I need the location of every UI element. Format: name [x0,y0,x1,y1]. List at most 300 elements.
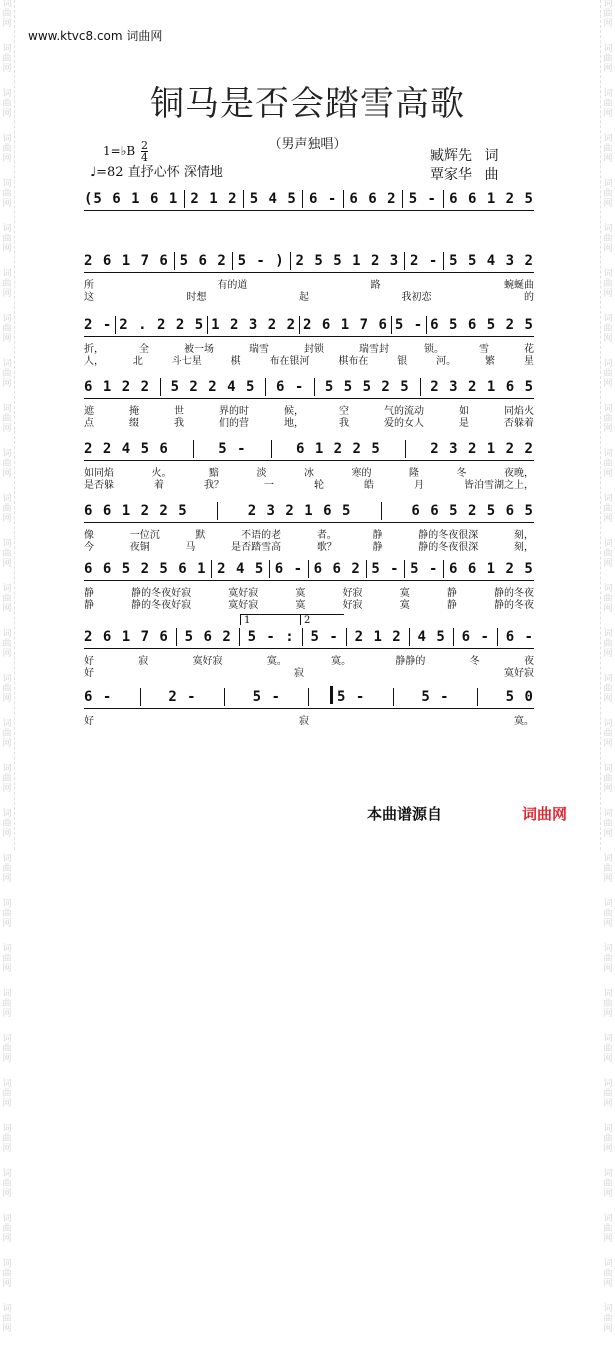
measure: 4 5 [417,629,446,645]
credits [430,147,498,185]
lyric-syllable: 皓 [364,480,374,491]
beam-line [84,580,534,581]
composer-role: 曲 [484,167,499,183]
composer-line [430,166,498,185]
lyric-syllable: 好 [84,716,94,727]
lyric-syllable: 所 [84,280,94,291]
barline [211,560,212,578]
lyric-syllable: 歌？ [316,542,337,553]
lyric-syllable: 斗七星 [171,356,202,367]
measure: 6 - [461,629,490,645]
footer-source: 本曲谱源自 [367,805,443,823]
measure: 2 2 4 5 6 [84,441,169,457]
lyric-syllable: 马 [185,542,196,553]
watermark-gap [0,1290,14,1304]
watermark-glyph: 曲 [2,369,12,379]
measure: 5 6 2 [179,253,227,269]
watermark-gap [601,795,615,809]
watermark-glyph: 网 [2,1144,12,1154]
lyric-line [84,596,534,609]
lyric-syllable: 寒的 [351,468,372,479]
lyric-syllable: 一 [264,480,274,491]
watermark-glyph: 词 [603,1214,613,1224]
watermark-glyph: 网 [603,109,613,119]
watermark-glyph: 网 [2,109,12,119]
measure: 6 6 2 [349,191,397,207]
lyricist-line [430,147,498,166]
measure: 5 - : [247,629,295,645]
measure: 2 5 5 1 2 3 [295,253,400,269]
lyric-syllable: 如 [459,406,469,417]
watermark-gap [0,525,14,539]
watermark-glyph: 词 [603,1034,613,1044]
notation-line [84,560,534,578]
watermark-glyph: 曲 [2,729,12,739]
barline [409,628,410,646]
measure: 5 - [371,561,400,577]
watermark-glyph: 曲 [603,954,613,964]
lyric-syllable: 这 [84,292,94,303]
lyric-syllable: 者。 [316,530,337,541]
measure: 2 3 2 1 6 5 [430,379,534,395]
measure: 6 - [84,689,113,705]
barline [243,190,244,208]
volta-first [240,614,304,625]
watermark-glyph: 词 [603,1259,613,1269]
measure: 6 - [308,191,338,207]
watermark-glyph: 网 [2,1234,12,1244]
watermark-glyph: 网 [2,199,12,209]
barline [239,628,240,646]
lyric-syllable: 像 [84,530,94,541]
measure: 6 5 6 5 2 5 [430,317,534,333]
watermark-glyph: 曲 [2,234,12,244]
lyric-syllable: 黯 [209,468,219,479]
lyric-syllable: 世 [174,406,184,417]
watermark-glyph: 网 [603,559,613,569]
watermark-gap [0,210,14,224]
barline [404,252,405,270]
lyric-syllable: 静 [446,600,457,611]
watermark-glyph: 曲 [2,1179,12,1189]
lyric-syllable: 锁。 [424,344,444,355]
watermark-glyph: 网 [603,1054,613,1064]
watermark-glyph: 曲 [603,369,613,379]
song-title: 铜马是否会踏雪高歌 [150,84,465,124]
watermark-glyph: 词 [2,179,12,189]
lyric-syllable: 寞 [399,588,410,599]
watermark-glyph: 曲 [2,909,12,919]
lyric-syllable: 寂 [138,656,149,667]
watermark-glyph: 网 [603,154,613,164]
watermark-glyph: 词 [2,0,12,9]
watermark-glyph: 词 [2,89,12,99]
measure: 6 - [274,561,304,577]
watermark-glyph: 曲 [603,9,613,19]
lyric-syllable: 静 [372,542,383,553]
measure: 6 6 1 2 2 5 [84,503,188,519]
watermark-gap [601,345,615,359]
watermark-glyph: 网 [2,1099,12,1109]
lyric-syllable: 封锁 [304,344,324,355]
watermark-gap [0,885,14,899]
lyric-syllable: 夜 [523,656,534,667]
measure: 6 1 2 2 5 [295,441,381,457]
beam-line [84,460,534,461]
watermark-glyph: 词 [2,1304,12,1314]
lyricist-role: 词 [484,148,499,164]
lyric-syllable: 爱的女人 [384,418,424,429]
lyric-syllable: 我 [174,418,184,429]
watermark-glyph: 词 [2,674,12,684]
score-row [84,378,534,429]
watermark-glyph: 网 [603,964,613,974]
lyric-syllable: 火。 [151,468,172,479]
watermark-glyph: 网 [603,874,613,884]
score-row [84,502,534,553]
watermark-gap [601,975,615,989]
watermark-glyph: 词 [603,899,613,909]
measure: 5 - [394,317,424,333]
notation-line [84,688,534,706]
barline [443,252,444,270]
measure: 2 6 1 7 6 [84,253,169,269]
watermark-glyph: 网 [2,649,12,659]
watermark-glyph: 词 [603,179,613,189]
watermark-gap [0,435,14,449]
watermark-glyph: 词 [2,404,12,414]
barline [308,688,309,706]
barline [299,316,300,334]
watermark-glyph: 网 [2,829,12,839]
beam-line [84,336,534,337]
watermark-gap [601,705,615,719]
watermark-glyph: 网 [603,199,613,209]
measure: 6 6 1 2 5 [449,191,534,207]
lyric-syllable: 寞 [295,600,306,611]
watermark-gap [0,480,14,494]
measure: 6 1 2 2 [84,379,151,395]
lyric-syllable: 有的道 [217,280,248,291]
lyric-syllable: 隆 [409,468,419,479]
watermark-glyph: 网 [2,1189,12,1199]
barline [391,316,392,334]
watermark-glyph: 网 [2,874,12,884]
watermark-glyph: 词 [2,1259,12,1269]
lyric-syllable: 瑞雪 [249,344,269,355]
measure: 6 6 5 2 5 6 1 [84,561,207,577]
watermark-glyph: 网 [2,514,12,524]
watermark-glyph: 曲 [2,549,12,559]
lyric-syllable: 刻， [513,530,534,541]
measure: 2 3 2 1 6 5 [247,503,352,519]
lyric-syllable: 缀 [129,418,139,429]
watermark-glyph: 网 [2,694,12,704]
notation-line [84,440,534,458]
lyric-syllable: 花 [524,344,534,355]
measure: (5 6 1 6 1 [84,191,179,207]
watermark-glyph: 网 [2,379,12,389]
barline [381,502,382,520]
beam-line [84,522,534,523]
watermark-glyph: 词 [2,854,12,864]
watermark-glyph: 曲 [603,864,613,874]
watermark-gap [0,570,14,584]
barline [265,378,266,396]
lyric-syllable: 好寂 [342,600,363,611]
tempo-marking: ♩=82 直抒心怀 深情地 [90,165,223,180]
measure: 2 3 2 1 2 2 [430,441,534,457]
watermark-glyph: 网 [2,1009,12,1019]
lyric-syllable: 寂 [294,668,304,679]
composer-name: 覃家华 [430,167,472,183]
watermark-glyph: 曲 [603,774,613,784]
watermark-gap [601,30,615,44]
time-signature [141,140,148,163]
watermark-glyph: 网 [2,244,12,254]
watermark-glyph: 网 [603,289,613,299]
watermark-gap [0,840,14,854]
watermark-glyph: 曲 [603,999,613,1009]
lyric-syllable: 起 [299,292,309,303]
watermark-glyph: 词 [2,1034,12,1044]
lyric-syllable: 寞好寂 [228,600,259,611]
watermark-glyph: 词 [2,1169,12,1179]
lyric-syllable: 冬 [469,656,480,667]
lyric-syllable: 今 [84,542,94,553]
barline [497,628,498,646]
watermark-glyph: 曲 [603,594,613,604]
lyric-line [84,712,534,725]
watermark-glyph: 曲 [603,684,613,694]
watermark-glyph: 词 [2,134,12,144]
watermark-gap [601,570,615,584]
barline [420,378,421,396]
barline [477,688,478,706]
lyric-syllable: 寞。 [514,716,534,727]
lyric-syllable: 的 [524,292,534,303]
watermark-glyph: 词 [2,224,12,234]
measure: 5 5 4 3 2 [449,253,534,269]
lyric-syllable: 寂 [299,716,309,727]
watermark-glyph: 词 [2,269,12,279]
watermark-glyph: 词 [603,494,613,504]
lyric-syllable: 布在银河 [269,356,310,367]
barline [224,688,225,706]
measure: 2 . 2 2 5 [119,317,205,333]
watermark-glyph: 词 [603,89,613,99]
barline [443,190,444,208]
watermark-glyph: 网 [2,1324,12,1334]
watermark-gap [0,1065,14,1079]
lyric-line [84,414,534,427]
watermark-glyph: 网 [603,604,613,614]
barline [115,316,116,334]
barline [404,560,405,578]
lyric-syllable: 界的时 [219,406,249,417]
watermark-gap [601,660,615,674]
lyric-syllable: 路 [370,280,381,291]
lyric-line [84,352,534,365]
watermark-glyph: 词 [2,584,12,594]
watermark-glyph: 词 [603,224,613,234]
footer-brand[interactable]: 词曲网 [522,805,568,823]
measure: 5 6 2 [184,629,232,645]
watermark-glyph: 词 [2,1079,12,1089]
watermark-glyph: 曲 [603,414,613,424]
measure: 5 - [408,191,437,207]
watermark-gap [601,165,615,179]
barline [207,316,208,334]
watermark-glyph: 曲 [603,1044,613,1054]
beam-line [84,398,534,399]
watermark-glyph: 词 [2,359,12,369]
watermark-gap [601,1065,615,1079]
lyric-syllable: 静的冬夜好寂 [131,588,192,599]
lyric-syllable: 是否躲 [84,480,114,491]
lyric-syllable: 同焰火 [504,406,534,417]
watermark-glyph: 词 [2,494,12,504]
barline [271,440,272,458]
watermark-glyph: 网 [2,424,12,434]
notation-line [84,378,534,396]
barline [174,252,175,270]
lyric-syllable: 月 [414,480,424,491]
watermark-glyph: 曲 [603,144,613,154]
barline [405,440,406,458]
measure: 2 6 1 7 6 [84,629,169,645]
watermark-glyph: 词 [603,269,613,279]
score-row [84,688,534,732]
watermark-glyph: 网 [603,244,613,254]
watermark-glyph: 曲 [2,54,12,64]
watermark-glyph: 网 [2,334,12,344]
lyric-syllable: 我？ [204,480,224,491]
lyric-syllable: 淡 [256,468,267,479]
watermark-gap [0,975,14,989]
watermark-glyph: 曲 [603,1134,613,1144]
lyric-syllable: 皆泊雪湖之上， [464,480,534,491]
barline [193,440,194,458]
watermark-glyph: 词 [603,44,613,54]
watermark-glyph: 曲 [603,279,613,289]
measure: 6 6 5 2 5 6 5 [411,503,534,519]
lyric-syllable: 候， [284,406,304,417]
time-top: 2 [141,139,148,152]
lyric-syllable: 静静的 [395,656,426,667]
watermark-gap [601,435,615,449]
watermark-gap [0,390,14,404]
site-header[interactable]: www.ktvc8.com 词曲网 [28,29,163,43]
watermark-gap [0,345,14,359]
watermark-glyph: 网 [603,1324,613,1334]
watermark-glyph: 词 [603,809,613,819]
watermark-gap [0,30,14,44]
lyric-syllable: 繁 [485,356,495,367]
measure: 2 4 5 [217,561,265,577]
watermark-glyph: 词 [2,1214,12,1224]
watermark-glyph: 曲 [603,54,613,64]
watermark-gap [0,615,14,629]
lyric-syllable: 遮 [84,406,94,417]
watermark-glyph: 词 [603,944,613,954]
watermark-glyph: 词 [603,764,613,774]
lyric-syllable: 轮 [314,480,324,491]
watermark-glyph: 曲 [2,99,12,109]
watermark-glyph: 网 [2,154,12,164]
watermark-gap [0,660,14,674]
watermark-glyph: 曲 [2,9,12,19]
watermark-glyph: 曲 [2,324,12,334]
lyric-syllable: 刻， [513,542,534,553]
watermark-glyph: 曲 [2,864,12,874]
final-barline [330,686,333,704]
watermark-glyph: 曲 [603,1179,613,1189]
barline [308,560,309,578]
volta-second [300,614,344,625]
lyric-syllable: 好寂 [342,588,363,599]
lyric-line [84,476,534,489]
key-signature [103,140,148,163]
lyric-syllable: 是否踏雪高 [231,542,282,553]
watermark-glyph: 曲 [603,1314,613,1324]
watermark-glyph: 词 [603,1304,613,1314]
lyric-syllable: 静 [446,588,457,599]
watermark-glyph: 网 [2,559,12,569]
measure: 6 - [505,629,534,645]
score-row [84,252,534,303]
score-row [84,560,534,611]
watermark-glyph: 曲 [2,1224,12,1234]
watermark-glyph: 网 [2,919,12,929]
watermark-gap [601,930,615,944]
watermark-glyph: 词 [2,1124,12,1134]
lyric-syllable: 河。 [436,356,457,367]
lyric-syllable: 星 [523,356,534,367]
watermark-glyph: 词 [603,1079,613,1089]
watermark-glyph: 网 [603,784,613,794]
watermark-glyph: 曲 [2,1134,12,1144]
measure: 5 - [421,689,450,705]
watermark-gap [0,1020,14,1034]
measure: 2 1 2 [190,191,238,207]
lyric-syllable: 静的冬夜 [493,588,534,599]
watermark-glyph: 曲 [603,1269,613,1279]
watermark-gap [0,1200,14,1214]
score-row [84,440,534,491]
lyric-syllable: 瑞雪封 [359,344,389,355]
watermark-glyph: 曲 [603,1224,613,1234]
watermark-glyph: 网 [603,469,613,479]
watermark-glyph: 网 [603,1234,613,1244]
watermark-glyph: 曲 [603,909,613,919]
lyric-syllable: 掩 [129,406,139,417]
watermark-glyph: 曲 [603,459,613,469]
watermark-glyph: 曲 [2,774,12,784]
watermark-glyph: 词 [603,404,613,414]
score-row [84,190,534,234]
measure: 6 6 1 2 5 [448,561,534,577]
watermark-glyph: 网 [603,424,613,434]
watermark-glyph: 网 [2,604,12,614]
measure: 5 - [336,689,366,705]
lyric-syllable: 寞好寂 [504,668,534,679]
lyric-syllable: 好 [84,668,94,679]
watermark-glyph: 曲 [2,999,12,1009]
lyric-syllable: 棋 [230,356,241,367]
watermark-glyph: 网 [2,964,12,974]
watermark-glyph: 网 [603,379,613,389]
